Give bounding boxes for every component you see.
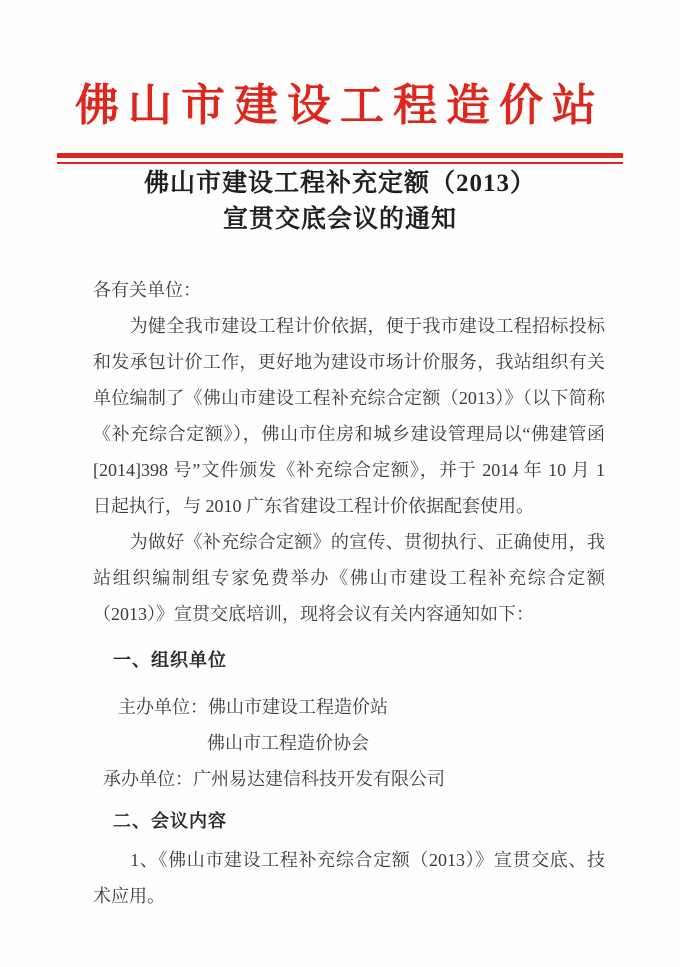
- document-body: [93, 272, 605, 914]
- meeting-content-line: 1、《佛山市建设工程补充综合定额（2013）》宣贯交底、技: [93, 850, 605, 870]
- letterhead-divider-rule: [57, 153, 623, 164]
- paragraph-1-line: 和发承包计价工作，更好地为建设市场计价服务，我站组织有关: [93, 352, 605, 372]
- paragraph-1: [93, 308, 605, 524]
- paragraph-1-line: 日起执行，与 2010 广东省建设工程计价依据配套使用。: [93, 496, 534, 516]
- section-1-heading: 一、组织单位: [113, 650, 227, 670]
- paragraph-2-line: （2013）》宣贯交底培训，现将会议有关内容通知如下：: [93, 604, 534, 624]
- section-2-heading: 二、会议内容: [113, 811, 227, 831]
- organizing-unit-line: 承办单位：广州易达建信科技开发有限公司: [103, 769, 445, 789]
- organizing-units-list: [93, 689, 605, 797]
- letterhead-title: 佛山市建设工程造价站: [75, 81, 605, 130]
- paragraph-2-line: 为做好《补充综合定额》的宣传、贯彻执行、正确使用，我: [93, 532, 605, 552]
- document-title-line-2: 宣贯交底会议的通知: [222, 206, 457, 233]
- salutation: 各有关单位：: [93, 280, 201, 300]
- paragraph-2-line: 站组织编制组专家免费举办《佛山市建设工程补充综合定额: [93, 568, 605, 588]
- paragraph-1-line: 《补充综合定额》），佛山市住房和城乡建设管理局以“佛建管函: [93, 424, 605, 444]
- document-title-line-1: 佛山市建设工程补充定额（2013）: [143, 170, 536, 197]
- organizing-unit-line: 主办单位：佛山市建设工程造价站: [118, 697, 388, 717]
- paragraph-1-line: [2014]398 号”文件颁发《补充综合定额》，并于 2014 年 10 月 1: [93, 460, 605, 480]
- meeting-content-item-1: [93, 842, 605, 914]
- meeting-content-line: 术应用。: [93, 886, 165, 906]
- paragraph-2: [93, 524, 605, 632]
- paragraph-1-line: 单位编制了《佛山市建设工程补充综合定额（2013）》（以下简称: [93, 388, 605, 408]
- document-title: [0, 166, 680, 238]
- organizing-unit-line: 佛山市工程造价协会: [207, 733, 369, 753]
- paragraph-1-line: 为健全我市建设工程计价依据，便于我市建设工程招标投标: [93, 316, 605, 336]
